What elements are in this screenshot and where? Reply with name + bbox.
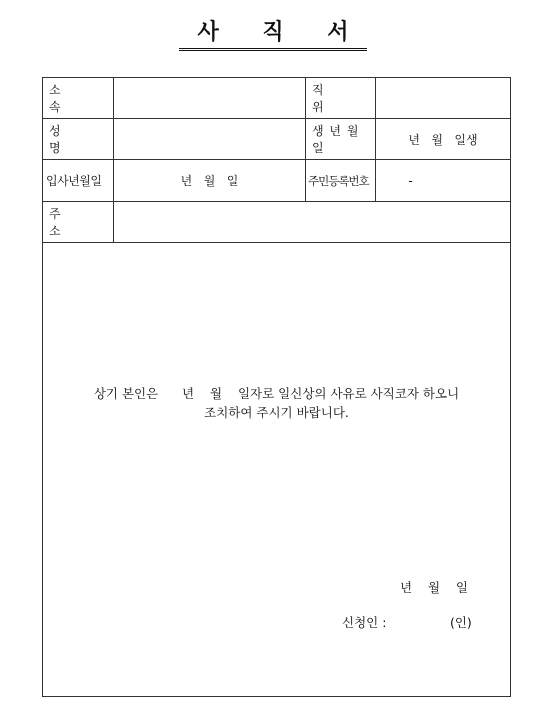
department-label [43,78,113,118]
form-row-department [43,78,510,119]
position-label [305,78,375,118]
birthdate-label [305,119,375,159]
form-row-join-date [43,160,510,202]
birthdate-label-text: 생 년 월 일 [312,124,360,155]
join-date-label [43,160,113,201]
id-number-value: - [408,173,413,188]
join-date-label-text: 입사년월일 [46,174,102,188]
name-field[interactable] [113,119,305,159]
title-area [0,18,546,51]
position-field[interactable] [375,78,510,118]
join-date-value: 년 월 일 [180,174,239,188]
birthdate-value: 년 월 일생 [408,132,478,147]
form-row-name [43,119,510,160]
statement-line-1: 상기 본인은 년 월 일자로 일신상의 사유로 사직코자 하오니 [93,386,460,401]
applicant-signature: 신청인 : (인) [342,615,472,630]
form-row-address [43,202,510,243]
birthdate-field[interactable] [375,119,510,159]
department-field[interactable] [113,78,305,118]
name-label-text: 성 명 [49,124,87,155]
id-number-field[interactable] [375,160,445,201]
resignation-form [42,77,511,697]
join-date-field[interactable] [113,160,305,201]
id-number-label [305,160,375,201]
address-field[interactable] [113,202,510,242]
address-label [43,202,113,242]
document-title: 사 직 서 [179,18,366,51]
id-number-label-text: 주민등록번호 [308,173,369,188]
name-label [43,119,113,159]
resignation-statement [43,384,510,422]
department-label-text: 소 속 [49,83,87,114]
statement-line-2: 조치하여 주시기 바랍니다. [204,405,349,420]
signature-date: 년 월 일 [400,580,469,595]
position-label-text: 직 위 [312,83,362,114]
address-label-text: 주 소 [49,207,87,238]
